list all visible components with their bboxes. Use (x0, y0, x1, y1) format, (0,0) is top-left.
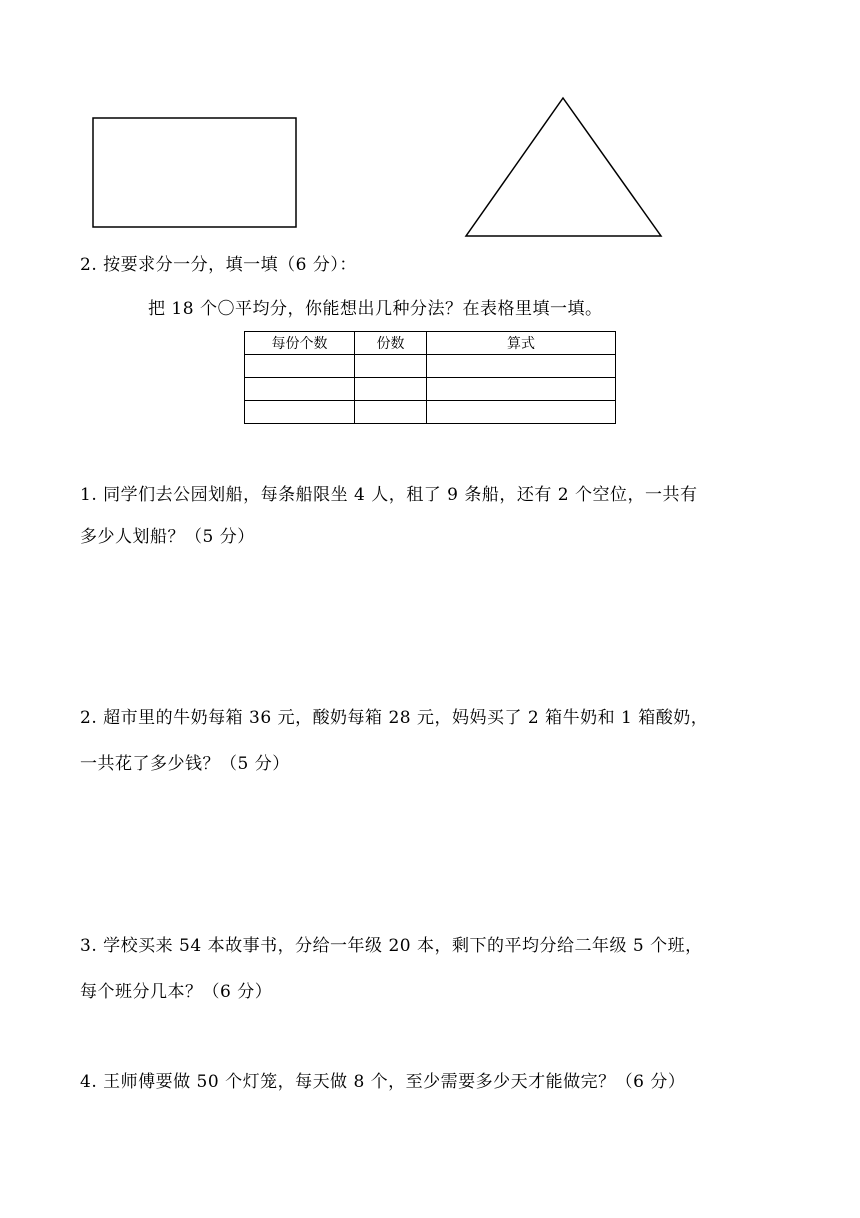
table-cell[interactable] (355, 355, 427, 378)
table-cell[interactable] (245, 401, 355, 424)
question-2-intro: 把 18 个〇平均分，你能想出几种分法？在表格里填一填。 (148, 299, 603, 319)
table-cell[interactable] (355, 401, 427, 424)
triangle (466, 98, 661, 236)
table-cell[interactable] (245, 378, 355, 401)
column-header-shares: 份数 (355, 332, 427, 355)
table-row (245, 401, 616, 424)
table-row (245, 355, 616, 378)
rectangle (93, 118, 296, 227)
rectangle-shape (0, 0, 860, 250)
table-row (245, 378, 616, 401)
question-2-heading: 2. 按要求分一分，填一填（6 分）： (80, 255, 357, 275)
problem-1-line-2: 多少人划船？（5 分） (80, 527, 255, 547)
column-header-per-share: 每份个数 (245, 332, 355, 355)
division-table (244, 331, 616, 424)
problem-4-line-1: 4. 王师傅要做 50 个灯笼，每天做 8 个，至少需要多少天才能做完？（6 分） (80, 1072, 686, 1092)
problem-1-line-1: 1. 同学们去公园划船，每条船限坐 4 人，租了 9 条船，还有 2 个空位，一共有 (80, 485, 698, 505)
column-header-formula: 算式 (427, 332, 616, 355)
table-cell[interactable] (427, 401, 616, 424)
problem-2-line-1: 2. 超市里的牛奶每箱 36 元，酸奶每箱 28 元，妈妈买了 2 箱牛奶和 1 箱酸奶， (80, 708, 709, 728)
table-cell[interactable] (355, 378, 427, 401)
table-cell[interactable] (245, 355, 355, 378)
problem-2-line-2: 一共花了多少钱？（5 分） (80, 754, 290, 774)
table-cell[interactable] (427, 378, 616, 401)
table-header-row (245, 332, 616, 355)
problem-3-line-2: 每个班分几本？（6 分） (80, 982, 273, 1002)
table-cell[interactable] (427, 355, 616, 378)
problem-3-line-1: 3. 学校买来 54 本故事书，分给一年级 20 本，剩下的平均分给二年级 5 个班， (80, 936, 703, 956)
